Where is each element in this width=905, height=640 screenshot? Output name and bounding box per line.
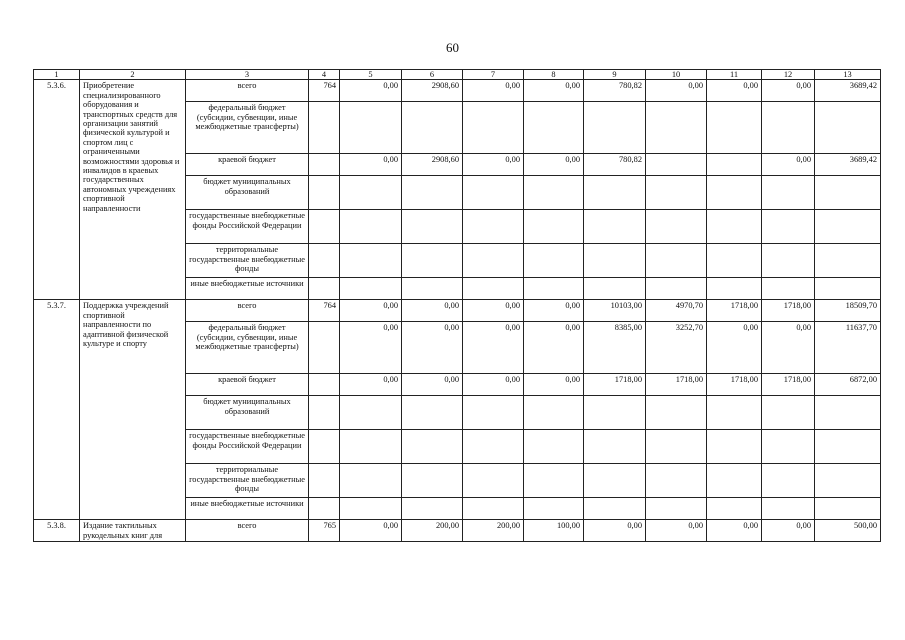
amount-cell xyxy=(815,176,881,210)
amount-cell: 10103,00 xyxy=(584,300,646,322)
amount-cell xyxy=(815,102,881,154)
amount-cell: 0,00 xyxy=(402,374,463,396)
amount-cell xyxy=(340,498,402,520)
amount-cell: 1718,00 xyxy=(707,300,762,322)
amount-cell xyxy=(707,396,762,430)
amount-cell xyxy=(524,278,584,300)
amount-cell: 8385,00 xyxy=(584,322,646,374)
column-header: 12 xyxy=(762,70,815,80)
amount-cell: 0,00 xyxy=(524,374,584,396)
column-header: 6 xyxy=(402,70,463,80)
amount-cell xyxy=(402,244,463,278)
amount-cell xyxy=(463,244,524,278)
budget-code xyxy=(309,244,340,278)
amount-cell xyxy=(762,464,815,498)
amount-cell: 0,00 xyxy=(340,300,402,322)
budget-code xyxy=(309,102,340,154)
amount-cell xyxy=(646,498,707,520)
amount-cell xyxy=(584,430,646,464)
amount-cell: 1718,00 xyxy=(584,374,646,396)
budget-table xyxy=(33,69,881,542)
amount-cell xyxy=(584,498,646,520)
funding-source: иные внебюджетные источники xyxy=(186,278,309,300)
amount-cell: 0,00 xyxy=(524,154,584,176)
amount-cell: 200,00 xyxy=(402,520,463,542)
amount-cell: 780,82 xyxy=(584,80,646,102)
budget-code xyxy=(309,374,340,396)
amount-cell xyxy=(646,210,707,244)
amount-cell: 0,00 xyxy=(340,520,402,542)
amount-cell xyxy=(463,176,524,210)
amount-cell xyxy=(815,396,881,430)
budget-code xyxy=(309,464,340,498)
amount-cell: 0,00 xyxy=(762,520,815,542)
amount-cell: 0,00 xyxy=(524,322,584,374)
amount-cell: 780,82 xyxy=(584,154,646,176)
amount-cell xyxy=(463,102,524,154)
funding-source: иные внебюджетные источники xyxy=(186,498,309,520)
amount-cell xyxy=(762,176,815,210)
funding-source: государственные внебюджетные фонды Российской Федерации xyxy=(186,210,309,244)
budget-code: 765 xyxy=(309,520,340,542)
amount-cell xyxy=(707,498,762,520)
amount-cell: 0,00 xyxy=(762,80,815,102)
budget-code xyxy=(309,278,340,300)
amount-cell xyxy=(340,464,402,498)
amount-cell xyxy=(402,498,463,520)
table-row xyxy=(34,80,881,102)
funding-source: краевой бюджет xyxy=(186,154,309,176)
amount-cell: 3252,70 xyxy=(646,322,707,374)
budget-code xyxy=(309,176,340,210)
amount-cell: 0,00 xyxy=(707,520,762,542)
amount-cell: 0,00 xyxy=(402,300,463,322)
table-row xyxy=(34,300,881,322)
budget-code: 764 xyxy=(309,300,340,322)
table-header-row xyxy=(34,70,881,80)
amount-cell xyxy=(646,102,707,154)
funding-source: территориальные государственные внебюджетные фонды xyxy=(186,244,309,278)
funding-source: федеральный бюджет (субсидии, субвенции, иные межбюджетные трансферты) xyxy=(186,102,309,154)
amount-cell: 200,00 xyxy=(463,520,524,542)
amount-cell: 0,00 xyxy=(762,322,815,374)
amount-cell: 0,00 xyxy=(463,154,524,176)
amount-cell xyxy=(340,278,402,300)
amount-cell xyxy=(762,396,815,430)
amount-cell: 0,00 xyxy=(340,154,402,176)
budget-code: 764 xyxy=(309,80,340,102)
amount-cell xyxy=(524,498,584,520)
amount-cell: 3689,42 xyxy=(815,80,881,102)
amount-cell xyxy=(402,464,463,498)
amount-cell xyxy=(815,210,881,244)
item-name: Издание тактильных рукодельных книг для xyxy=(80,520,186,542)
amount-cell: 4970,70 xyxy=(646,300,707,322)
amount-cell xyxy=(524,210,584,244)
amount-cell xyxy=(524,176,584,210)
amount-cell: 0,00 xyxy=(463,300,524,322)
amount-cell: 0,00 xyxy=(646,80,707,102)
amount-cell: 0,00 xyxy=(762,154,815,176)
amount-cell xyxy=(402,210,463,244)
amount-cell xyxy=(815,498,881,520)
amount-cell: 2908,60 xyxy=(402,154,463,176)
funding-source: бюджет муниципальных образований xyxy=(186,176,309,210)
amount-cell xyxy=(340,430,402,464)
amount-cell: 0,00 xyxy=(524,300,584,322)
amount-cell xyxy=(646,278,707,300)
amount-cell xyxy=(762,244,815,278)
amount-cell xyxy=(340,176,402,210)
funding-source: федеральный бюджет (субсидии, субвенции, иные межбюджетные трансферты) xyxy=(186,322,309,374)
budget-code xyxy=(309,322,340,374)
amount-cell: 100,00 xyxy=(524,520,584,542)
amount-cell xyxy=(463,210,524,244)
amount-cell: 1718,00 xyxy=(762,374,815,396)
amount-cell: 1718,00 xyxy=(646,374,707,396)
column-header: 1 xyxy=(34,70,80,80)
amount-cell xyxy=(463,464,524,498)
amount-cell xyxy=(707,430,762,464)
amount-cell xyxy=(584,102,646,154)
amount-cell xyxy=(646,464,707,498)
funding-source: всего xyxy=(186,80,309,102)
amount-cell: 0,00 xyxy=(584,520,646,542)
amount-cell xyxy=(584,396,646,430)
amount-cell: 0,00 xyxy=(646,520,707,542)
amount-cell xyxy=(524,430,584,464)
amount-cell xyxy=(815,430,881,464)
funding-source: бюджет муниципальных образований xyxy=(186,396,309,430)
amount-cell xyxy=(340,244,402,278)
amount-cell xyxy=(402,430,463,464)
column-header: 3 xyxy=(186,70,309,80)
amount-cell xyxy=(524,464,584,498)
amount-cell xyxy=(402,396,463,430)
column-header: 10 xyxy=(646,70,707,80)
amount-cell: 18509,70 xyxy=(815,300,881,322)
funding-source: государственные внебюджетные фонды Российской Федерации xyxy=(186,430,309,464)
amount-cell: 3689,42 xyxy=(815,154,881,176)
budget-code xyxy=(309,396,340,430)
amount-cell xyxy=(584,244,646,278)
item-number: 5.3.8. xyxy=(34,520,80,542)
amount-cell xyxy=(463,430,524,464)
budget-code xyxy=(309,210,340,244)
amount-cell xyxy=(707,464,762,498)
amount-cell xyxy=(584,176,646,210)
amount-cell xyxy=(762,278,815,300)
amount-cell xyxy=(815,244,881,278)
amount-cell xyxy=(707,210,762,244)
amount-cell xyxy=(340,102,402,154)
amount-cell xyxy=(463,498,524,520)
item-name: Приобретение специализированного оборудования и транспортных средств для организации занятий физической культурой и спортом лиц с ограниченными возможностями здоровья и инвалидов в краевых государственных автономных учреждениях спортивной направленности xyxy=(80,80,186,300)
budget-code xyxy=(309,498,340,520)
column-header: 2 xyxy=(80,70,186,80)
item-number: 5.3.7. xyxy=(34,300,80,520)
amount-cell xyxy=(762,102,815,154)
amount-cell xyxy=(762,430,815,464)
budget-code xyxy=(309,154,340,176)
amount-cell: 2908,60 xyxy=(402,80,463,102)
amount-cell xyxy=(463,278,524,300)
amount-cell xyxy=(402,102,463,154)
amount-cell xyxy=(646,396,707,430)
amount-cell: 0,00 xyxy=(524,80,584,102)
page-number: 60 xyxy=(446,40,459,55)
amount-cell xyxy=(707,102,762,154)
amount-cell xyxy=(815,278,881,300)
amount-cell xyxy=(340,396,402,430)
amount-cell: 0,00 xyxy=(463,322,524,374)
column-header: 8 xyxy=(524,70,584,80)
amount-cell: 1718,00 xyxy=(762,300,815,322)
column-header: 9 xyxy=(584,70,646,80)
column-header: 13 xyxy=(815,70,881,80)
amount-cell: 0,00 xyxy=(340,374,402,396)
amount-cell xyxy=(584,278,646,300)
amount-cell: 0,00 xyxy=(340,80,402,102)
amount-cell xyxy=(707,176,762,210)
amount-cell: 0,00 xyxy=(707,80,762,102)
amount-cell xyxy=(463,396,524,430)
amount-cell xyxy=(646,244,707,278)
amount-cell xyxy=(402,278,463,300)
funding-source: всего xyxy=(186,300,309,322)
amount-cell: 0,00 xyxy=(463,80,524,102)
column-header: 11 xyxy=(707,70,762,80)
amount-cell xyxy=(762,210,815,244)
column-header: 7 xyxy=(463,70,524,80)
amount-cell xyxy=(524,396,584,430)
amount-cell xyxy=(524,102,584,154)
amount-cell xyxy=(524,244,584,278)
item-name: Поддержка учреждений спортивной направленности по адаптивной физической культуре и спорту xyxy=(80,300,186,520)
amount-cell: 0,00 xyxy=(340,322,402,374)
amount-cell xyxy=(707,244,762,278)
amount-cell xyxy=(340,210,402,244)
amount-cell xyxy=(646,154,707,176)
item-number: 5.3.6. xyxy=(34,80,80,300)
funding-source: всего xyxy=(186,520,309,542)
amount-cell: 11637,70 xyxy=(815,322,881,374)
amount-cell: 500,00 xyxy=(815,520,881,542)
amount-cell: 0,00 xyxy=(707,322,762,374)
budget-code xyxy=(309,430,340,464)
amount-cell: 6872,00 xyxy=(815,374,881,396)
amount-cell xyxy=(584,464,646,498)
amount-cell xyxy=(584,210,646,244)
amount-cell xyxy=(815,464,881,498)
funding-source: территориальные государственные внебюджетные фонды xyxy=(186,464,309,498)
funding-source: краевой бюджет xyxy=(186,374,309,396)
amount-cell: 0,00 xyxy=(463,374,524,396)
amount-cell xyxy=(402,176,463,210)
amount-cell: 0,00 xyxy=(402,322,463,374)
column-header: 5 xyxy=(340,70,402,80)
column-header: 4 xyxy=(309,70,340,80)
amount-cell xyxy=(707,278,762,300)
amount-cell xyxy=(762,498,815,520)
amount-cell xyxy=(707,154,762,176)
amount-cell: 1718,00 xyxy=(707,374,762,396)
amount-cell xyxy=(646,176,707,210)
amount-cell xyxy=(646,430,707,464)
table-row xyxy=(34,520,881,542)
